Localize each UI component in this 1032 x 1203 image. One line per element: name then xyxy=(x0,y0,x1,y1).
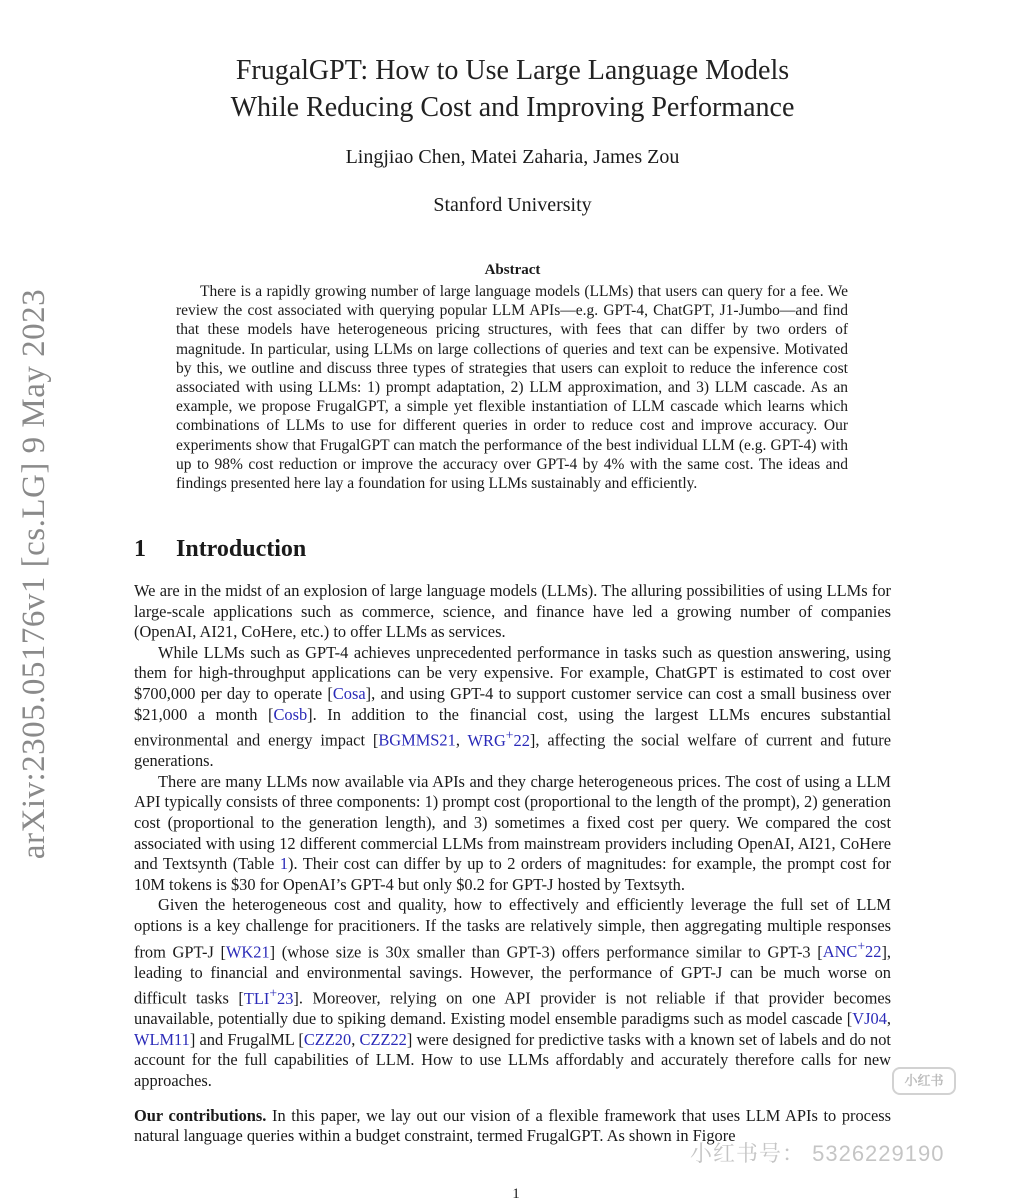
affiliation: Stanford University xyxy=(433,194,592,216)
citation-link[interactable]: WK21 xyxy=(225,942,270,962)
contributions-paragraph: Our contributions. In this paper, we lay out our vision of a flexible framework that uses LLM APIs to process natural language queries within a budget constraint, termed FrugalGPT. As shown in Figore xyxy=(134,1105,891,1146)
citation-link[interactable]: TLI+23 xyxy=(243,985,294,1008)
page-number: 1 xyxy=(512,1186,520,1202)
title-line-2: While Reducing Cost and Improving Performance xyxy=(230,92,795,123)
section-number: 1 xyxy=(134,536,146,562)
watermark-logo: 小红书 xyxy=(892,1067,956,1095)
paper-title xyxy=(150,52,875,126)
intro-paragraph-4: Given the heterogeneous cost and quality, how to effectively and efficiently leverage the full set of LLM options is a key challenge for pracitioners. If the tasks are relatively simple, then aggregating multiple responses from GPT-J [WK21] (whose size is 30x smaller than GPT-3) offers performance similar to GPT-3 [ANC+22], leading to financial and environmental savings. However, the performance of GPT-J can be much worse on difficult tasks [TLI+23]. Moreover, relying on one API provider is not reliable if that provider becomes unavailable, potentially due to spiking demand. Existing model ensemble paradigms such as model cascade [VJ04, WLM11] and FrugalML [CZZ20, CZZ22] were designed for predictive tasks with a known set of labels and do not account for the full capabilities of LLM. How to use LLMs affordably and accurately therefore calls for new approaches. xyxy=(134,895,892,1091)
intro-paragraph-1: We are in the midst of an explosion of large language models (LLMs). The alluring possibilities of using LLMs for large-scale applications such as commerce, science, and finance have led a growing number of companies (OpenAI, AI21, CoHere, etc.) to offer LLMs as services. xyxy=(134,581,891,642)
citation-link[interactable]: Cosb xyxy=(273,704,308,724)
arxiv-side-stamp: arXiv:2305.05176v1 [cs.LG] 9 May 2023 xyxy=(16,288,52,860)
title-line-1: FrugalGPT: How to Use Large Language Models xyxy=(235,55,790,86)
citation-link[interactable]: Cosa xyxy=(332,683,366,703)
intro-paragraph-3: There are many LLMs now available via APIs and they charge heterogeneous prices. The cost of using a LLM API typically consists of three components: 1) prompt cost (proportional to the length of the prompt), 2) generation cost (proportional to the generation length), and 3) sometimes a fixed cost per query. We compared the cost associated with using 12 different commercial LLMs from mainstream providers including OpenAI, AI21, CoHere and Textsynth (Table 1). Their cost can differ by up to 2 orders of magnitudes: for example, the prompt cost for 10M tokens is $30 for OpenAI’s GPT-4 but only $0.2 for GPT-J hosted by Textsyth. xyxy=(134,771,891,894)
citation-link[interactable]: ANC+22 xyxy=(822,938,882,962)
abstract-heading: Abstract xyxy=(484,262,541,278)
table-reference-link[interactable]: 1 xyxy=(279,854,289,874)
intro-body xyxy=(134,581,891,1147)
watermark-id: 小红书号： 5326229190 xyxy=(690,1141,945,1166)
intro-paragraph-2: While LLMs such as GPT-4 achieves unprecedented performance in tasks such as question answering, using them for high-throughput applications can be very expensive. For example, ChatGPT is estimated to cost over $700,000 per day to operate [Cosa], and using GPT-4 to support customer service can cost a small business over $21,000 a month [Cosb]. In addition to the financial cost, using the largest LLMs encures substantial environmental and energy impact [BGMMS21, WRG+22], affecting the social welfare of current and future generations. xyxy=(134,642,891,771)
contributions-label: Our contributions. xyxy=(134,1105,267,1125)
section-heading xyxy=(134,536,306,563)
section-title: Introduction xyxy=(176,536,307,562)
citation-link[interactable]: CZZ20 xyxy=(303,1029,352,1049)
author-list: Lingjiao Chen, Matei Zaharia, James Zou xyxy=(345,146,680,168)
citation-link[interactable]: WRG+22 xyxy=(467,727,530,750)
citation-link[interactable]: VJ04 xyxy=(852,1009,887,1029)
citation-link[interactable]: BGMMS21 xyxy=(378,730,456,750)
citation-link[interactable]: WLM11 xyxy=(134,1029,190,1049)
citation-link[interactable]: CZZ22 xyxy=(359,1029,407,1049)
abstract-text: There is a rapidly growing number of large language models (LLMs) that users can query for a fee. We review the cost associated with querying popular LLM APIs—e.g. GPT-4, ChatGPT, J1-Jumbo—and find that these models have heterogeneous pricing structures, with fees that can differ by two orders of magnitude. In particular, using LLMs on large collections of queries and text can be expensive. Motivated by this, we outline and discuss three types of strategies that users can exploit to reduce the inference cost associated with using LLMs: 1) prompt adaptation, 2) LLM approximation, and 3) LLM cascade. As an example, we propose FrugalGPT, a simple yet flexible instantiation of LLM cascade which learns which combinations of LLMs to use for different queries in order to reduce cost and improve accuracy. Our experiments show that FrugalGPT can match the performance of the best individual LLM (e.g. GPT-4) with up to 98% cost reduction or improve the accuracy over GPT-4 by 4% with the same cost. The ideas and findings presented here lay a foundation for using LLMs sustainably and efficiently. xyxy=(176,283,848,493)
